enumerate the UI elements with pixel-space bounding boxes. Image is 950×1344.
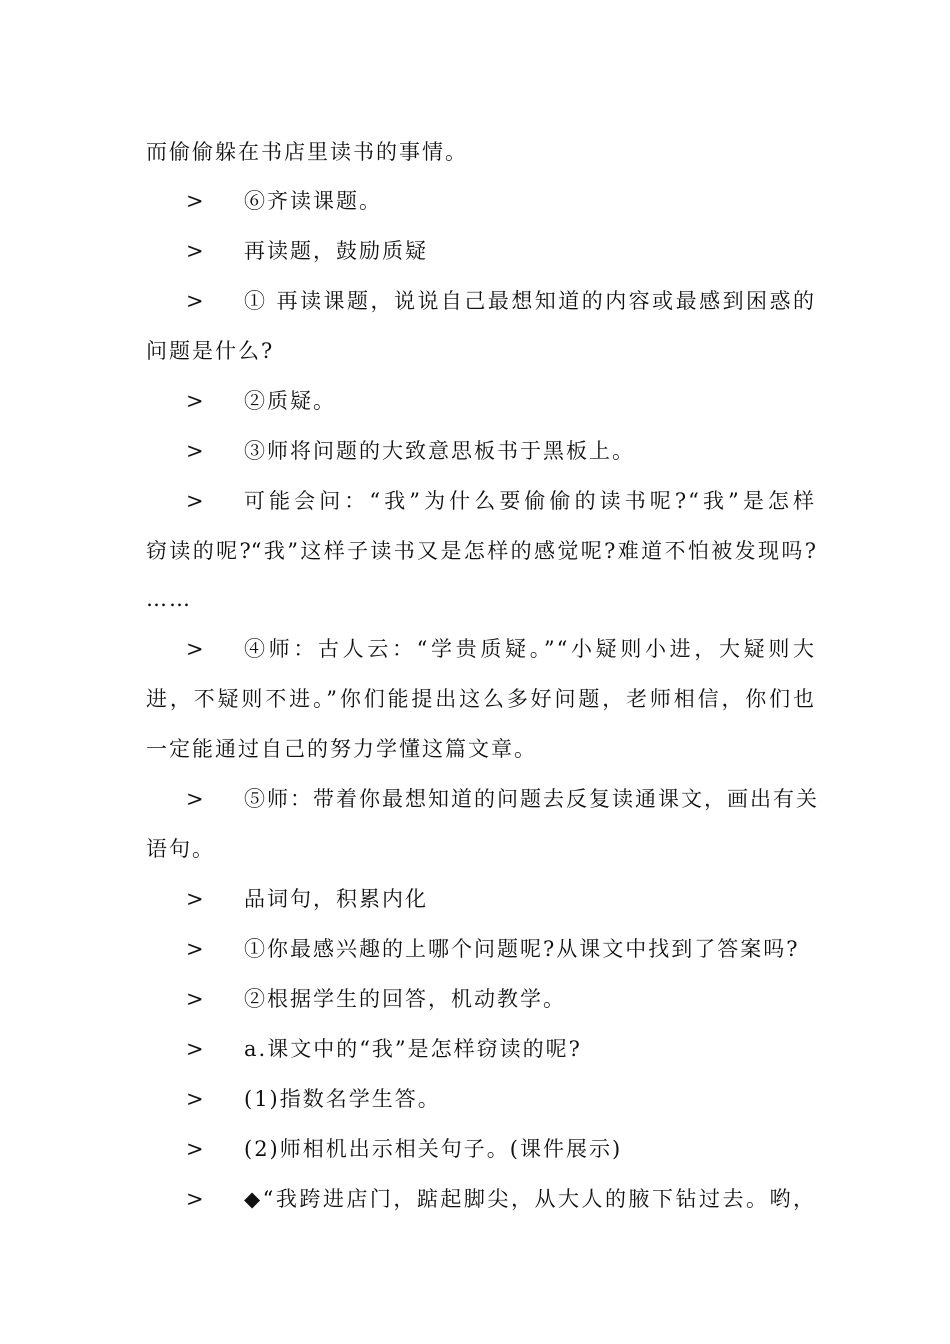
bullet-arrow-icon: >: [186, 189, 204, 213]
list-item: a.课文中的“我”是怎样窃读的呢?: [244, 1037, 582, 1061]
list-item: ②质疑。: [244, 389, 336, 413]
bullet-arrow-icon: >: [186, 1187, 204, 1211]
list-item: 再读题，鼓励质疑: [244, 239, 428, 263]
bullet-arrow-icon: >: [186, 1137, 204, 1161]
bullet-arrow-icon: >: [186, 289, 204, 313]
paragraph-line: 窃读的呢?“我”这样子读书又是怎样的感觉呢?难道不怕被发现吗?: [146, 539, 816, 563]
list-item: ⑤师：带着你最想知道的问题去反复读通课文，画出有关: [244, 787, 819, 811]
bullet-arrow-icon: >: [186, 489, 204, 513]
list-item: ① 再读课题，说说自己最想知道的内容或最感到困惑的: [244, 289, 816, 313]
list-item: ④师：古人云：“学贵质疑。”“小疑则小进，大疑则大: [244, 637, 816, 661]
list-item: ①你最感兴趣的上哪个问题呢?从课文中找到了答案吗?: [244, 937, 800, 961]
list-item: 可能会问：“我”为什么要偷偷的读书呢?“我”是怎样: [244, 489, 816, 513]
bullet-arrow-icon: >: [186, 239, 204, 263]
paragraph-line: ……: [146, 587, 192, 611]
bullet-arrow-icon: >: [186, 1087, 204, 1111]
bullet-arrow-icon: >: [186, 637, 204, 661]
bullet-arrow-icon: >: [186, 389, 204, 413]
paragraph-line: 一定能通过自己的努力学懂这篇文章。: [146, 737, 537, 761]
bullet-arrow-icon: >: [186, 887, 204, 911]
paragraph-line: 而偷偷躲在书店里读书的事情。: [146, 140, 468, 164]
bullet-arrow-icon: >: [186, 1037, 204, 1061]
bullet-arrow-icon: >: [186, 937, 204, 961]
list-item: ⑥齐读课题。: [244, 189, 382, 213]
bullet-arrow-icon: >: [186, 439, 204, 463]
bullet-arrow-icon: >: [186, 987, 204, 1011]
list-item: (2)师相机出示相关句子。(课件展示): [244, 1137, 623, 1161]
paragraph-line: 进，不疑则不进。”你们能提出这么多好问题，老师相信，你们也: [146, 687, 816, 711]
list-item: ③师将问题的大致意思板书于黑板上。: [244, 439, 635, 463]
paragraph-line: 语句。: [146, 837, 215, 861]
list-item: ②根据学生的回答，机动教学。: [244, 987, 566, 1011]
list-item: ◆“我跨进店门，踮起脚尖，从大人的腋下钻过去。哟，: [244, 1187, 816, 1211]
bullet-arrow-icon: >: [186, 787, 204, 811]
list-item: 品词句，积累内化: [244, 887, 428, 911]
paragraph-line: 问题是什么?: [146, 339, 275, 363]
list-item: (1)指数名学生答。: [244, 1087, 441, 1111]
